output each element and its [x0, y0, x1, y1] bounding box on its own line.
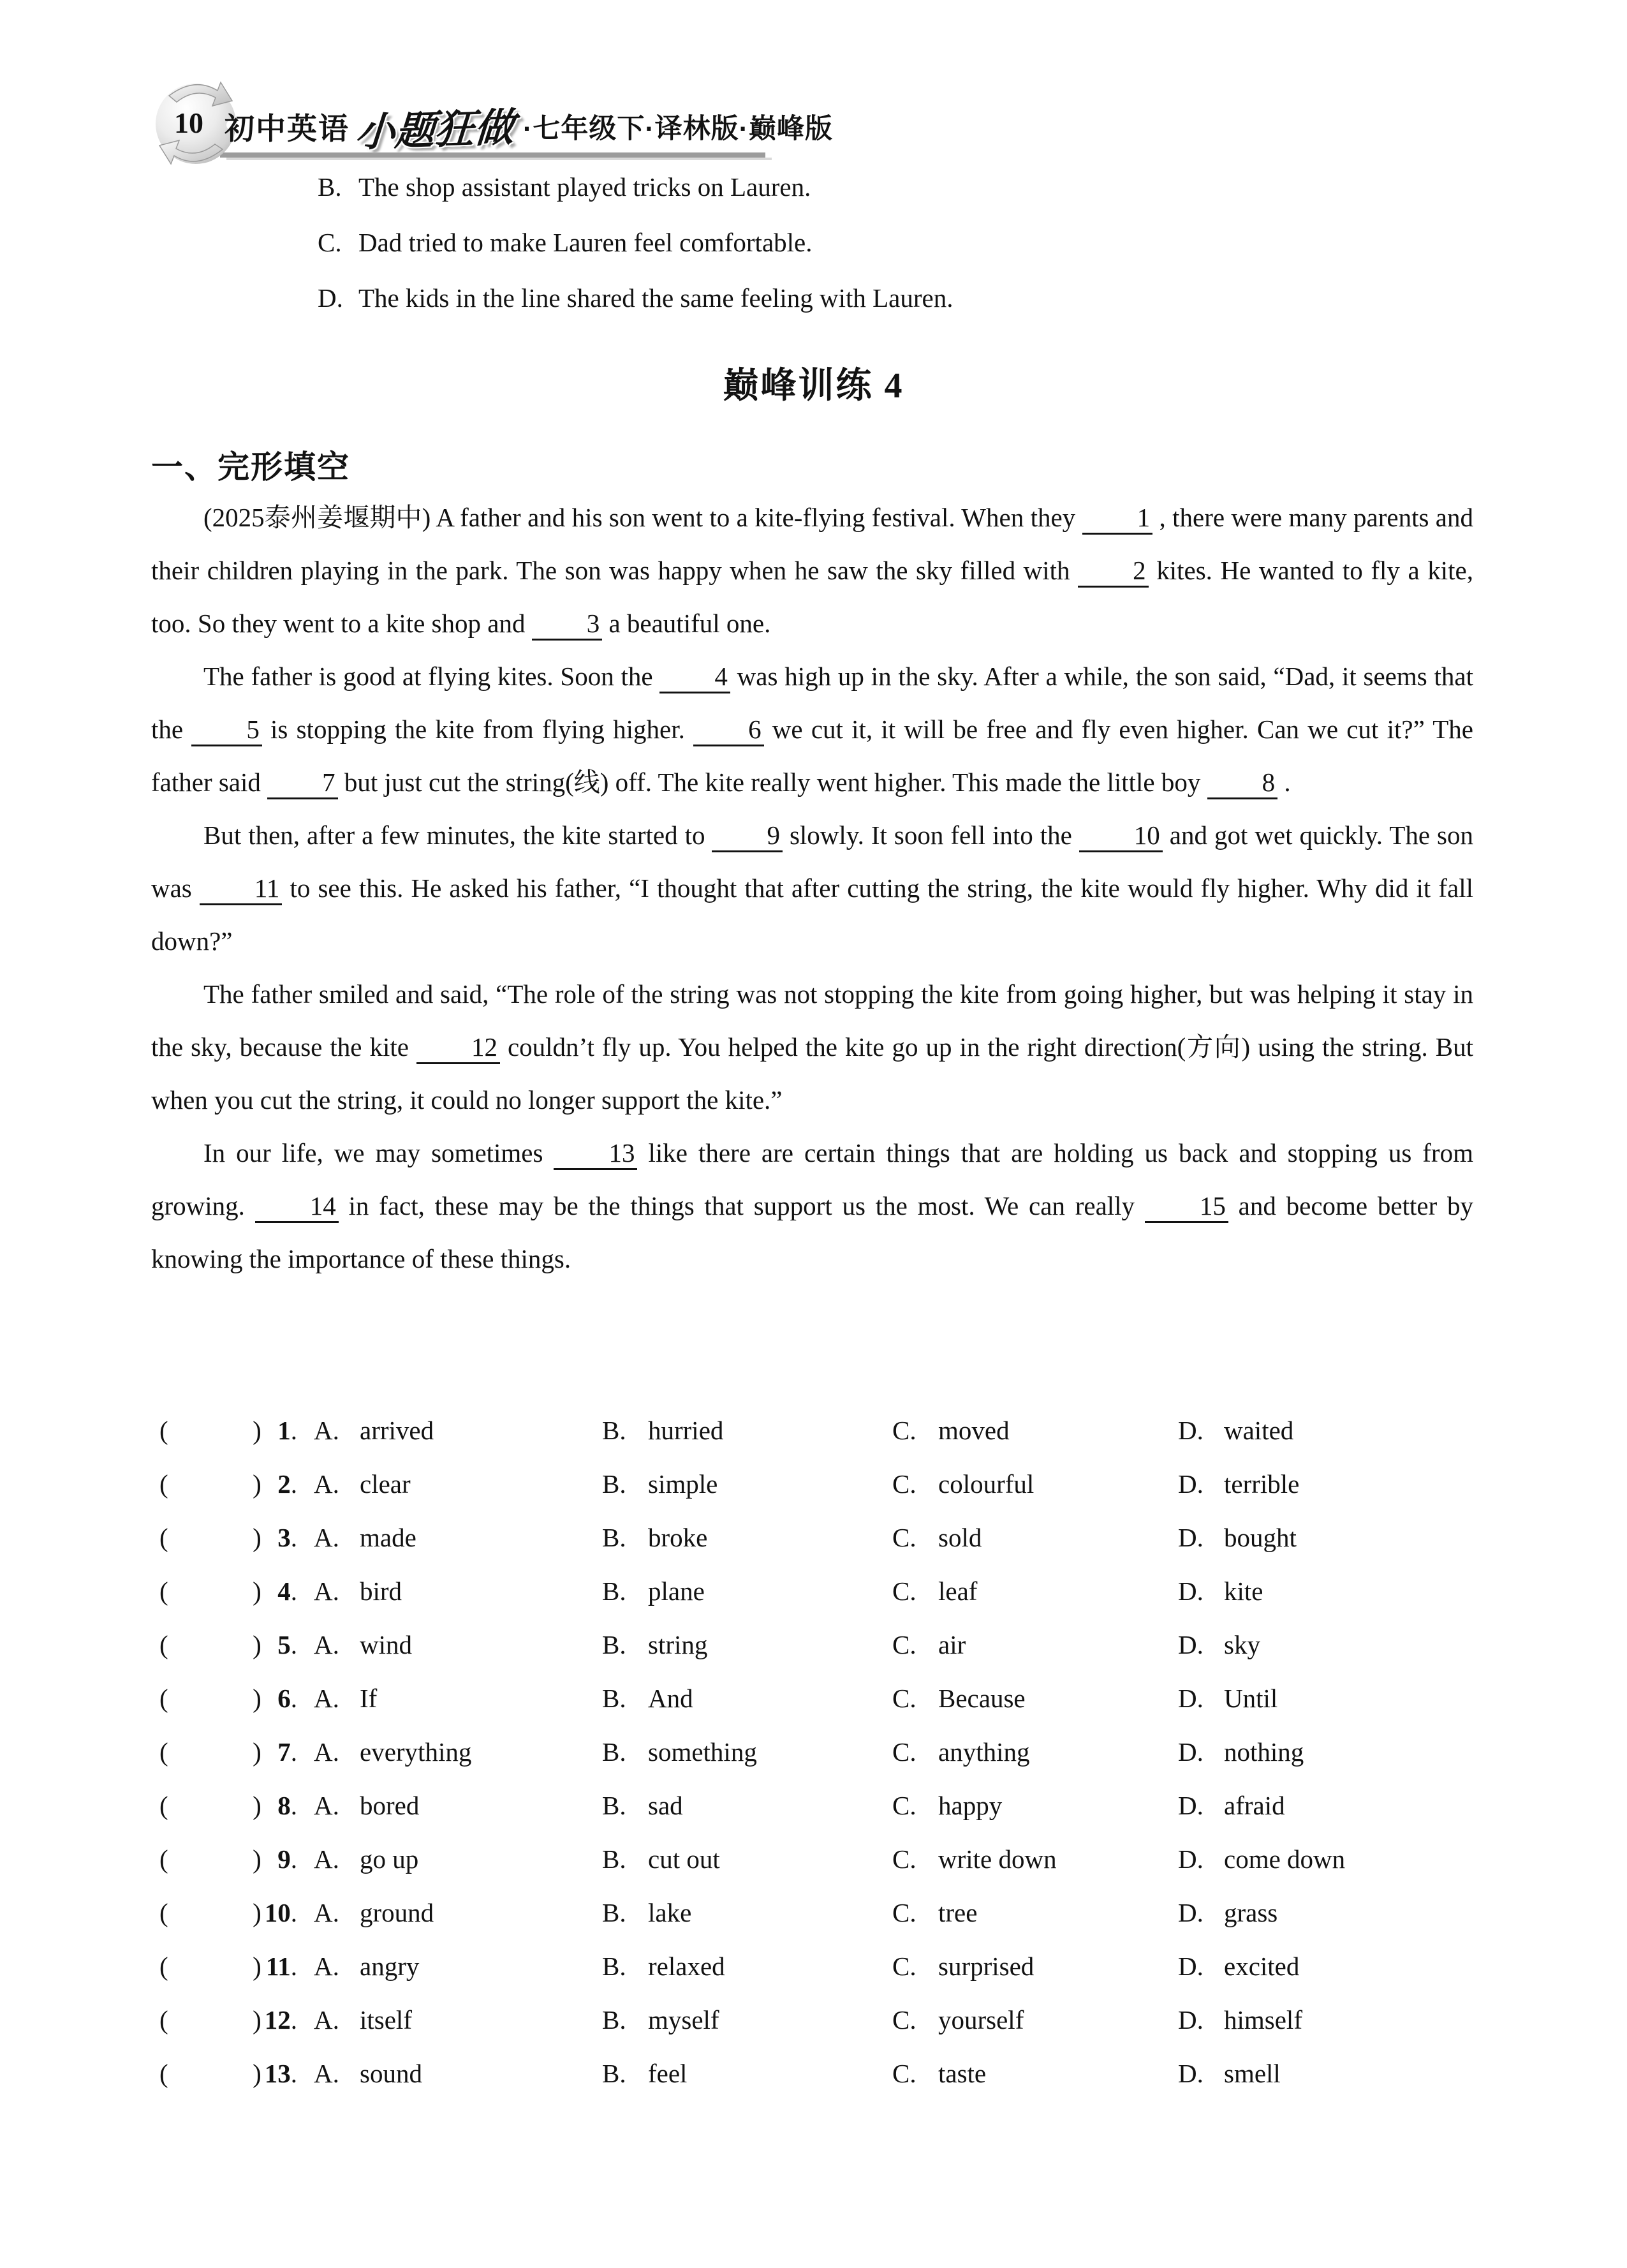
answer-paren-open: ( [159, 1684, 168, 1713]
option-letter: D. [1178, 2059, 1204, 2088]
option-d-cell [1178, 2047, 1588, 2100]
cloze-blank-7: 7 [267, 769, 338, 799]
option-text: everything [360, 1737, 472, 1767]
option-letter: D. [1178, 1737, 1204, 1767]
option-b-cell [602, 1618, 892, 1671]
question-number: 3 [277, 1523, 291, 1552]
option-a-cell [314, 1671, 602, 1725]
option-text: waited [1224, 1416, 1294, 1445]
option-letter: A. [314, 1469, 339, 1499]
option-letter: A. [314, 1576, 339, 1606]
answer-paren-close: ) [253, 1684, 261, 1713]
option-text: ground [360, 1898, 434, 1927]
option-c-cell [892, 1618, 1178, 1671]
passage-paragraph: In our life, we may sometimes 13 like there are certain things that are holding us back and stopping us from growing. 14 in fact, these may be the things that support us the most. We can really 15 and become better by knowing the importance of these things. [151, 1138, 1474, 1273]
option-d-cell [1178, 1457, 1588, 1511]
page-number: 10 [174, 107, 203, 139]
option-letter: D. [1178, 1898, 1204, 1927]
option-letter: B. [602, 1630, 626, 1659]
cloze-blank-4: 4 [659, 663, 730, 693]
cloze-blank-8: 8 [1207, 769, 1278, 799]
option-text: itself [360, 2005, 412, 2035]
option-text: Until [1224, 1684, 1278, 1713]
option-d-cell [1178, 1939, 1588, 1993]
option-letter: D. [1178, 1952, 1204, 1981]
option-a-cell [314, 1511, 602, 1564]
answer-paren-open: ( [159, 1898, 168, 1927]
option-text: something [648, 1737, 757, 1767]
question-number-box: ) 9. [185, 1832, 314, 1886]
passage-paragraph: (2025泰州姜堰期中) A father and his son went to a kite-flying festival. When they 1 , there were many parents and their children playing in the park. The son was happy when he saw the sky filled with 2 kites. He wanted to fly a kite, too. So they went to a kite shop and 3 a beautiful one. [151, 491, 1473, 650]
answer-paren-close: ) [253, 1844, 261, 1874]
question-number: 5 [277, 1630, 291, 1659]
option-letter: B. [602, 1416, 626, 1445]
option-text: smell [1224, 2059, 1281, 2088]
option-d-cell [1178, 1618, 1588, 1671]
option-text: happy [938, 1791, 1003, 1820]
question-number: 13 [264, 2059, 291, 2088]
answer-paren-open: ( [159, 1791, 168, 1820]
question-row-5 [159, 1618, 1588, 1671]
option-letter: A. [314, 2005, 339, 2035]
answer-paren-close: ) [253, 1630, 261, 1659]
option-text: himself [1224, 2005, 1302, 2035]
question-number-box: ) 6. [185, 1671, 314, 1725]
option-b-cell [602, 2047, 892, 2100]
option-letter: B. [602, 2059, 626, 2088]
option-a-cell [314, 1457, 602, 1511]
option-letter: D. [1178, 1576, 1204, 1606]
option-letter: A. [314, 1630, 339, 1659]
option-text: sold [938, 1523, 982, 1552]
cloze-passage [151, 491, 1473, 1286]
question-number: 1 [277, 1416, 291, 1445]
cloze-blank-11: 11 [200, 875, 282, 905]
option-letter: D. [1178, 1630, 1204, 1659]
passage-paragraph: But then, after a few minutes, the kite started to 9 slowly. It soon fell into the 10 and got wet quickly. The son was 11 to see this. He asked his father, “I thought that after cutting the string, the kite would fly higher. Why did it fall down?” [151, 820, 1474, 956]
option-letter: D. [1178, 1469, 1204, 1499]
option-d-cell [1178, 1832, 1588, 1886]
answer-paren-open: ( [159, 1469, 168, 1499]
option-letter: D. [1178, 1684, 1204, 1713]
option-d-cell [1178, 1564, 1588, 1618]
answer-paren-open: ( [159, 2059, 168, 2088]
option-text: sound [360, 2059, 422, 2088]
answer-paren-open: ( [159, 1576, 168, 1606]
answer-paren-close: ) [253, 2059, 261, 2088]
option-c-cell [892, 1832, 1178, 1886]
question-row-13 [159, 2047, 1588, 2100]
option-letter: C. [892, 1952, 917, 1981]
edition-info: ·七年级下·译林版·巅峰版 [523, 113, 833, 144]
option-text: sky [1224, 1630, 1260, 1659]
question-row-12 [159, 1993, 1588, 2047]
option-letter: B. [602, 1898, 626, 1927]
option-text: leaf [938, 1576, 978, 1606]
option-letter: A. [314, 2059, 339, 2088]
cloze-blank-10: 10 [1079, 822, 1163, 852]
cloze-blank-14: 14 [255, 1192, 339, 1223]
option-text: plane [648, 1576, 705, 1606]
answer-paren-close: ) [253, 2005, 261, 2035]
question-number-box: ) 2. [185, 1457, 314, 1511]
cloze-blank-15: 15 [1145, 1192, 1228, 1223]
answer-paren-close: ) [253, 1416, 261, 1445]
option-letter: B. [602, 2005, 626, 2035]
question-number: 7 [277, 1737, 291, 1767]
previous-question-options [318, 159, 953, 326]
option-c-cell [892, 1725, 1178, 1779]
option-text: wind [360, 1630, 412, 1659]
passage-paragraph: The father is good at flying kites. Soon the 4 was high up in the sky. After a while, the son said, “Dad, it seems that the 5 is stopping the kite from flying higher. 6 we cut it, it will be free and fly even higher. Can we cut it?” The father said 7 but just cut the string(线) off. The kite really went higher. This made the little boy 8 . [151, 650, 1473, 809]
answer-paren-close: ) [253, 1576, 261, 1606]
option-text: afraid [1224, 1791, 1285, 1820]
part-heading: 一、完形填空 [151, 449, 350, 485]
option-d-cell [1178, 1725, 1588, 1779]
statement-option-row [318, 271, 953, 326]
option-a-cell [314, 1564, 602, 1618]
option-b-cell [602, 1404, 892, 1457]
option-letter: D. [1178, 2005, 1204, 2035]
option-c-cell [892, 1886, 1178, 1939]
cloze-blank-3: 3 [532, 610, 603, 641]
option-d-cell [1178, 1511, 1588, 1564]
option-b-cell [602, 1725, 892, 1779]
option-text: simple [648, 1469, 718, 1499]
cloze-blank-9: 9 [712, 822, 783, 852]
option-letter: D. [1178, 1416, 1204, 1445]
option-c-cell [892, 1404, 1178, 1457]
series-title: 初中英语 [225, 111, 350, 145]
option-text: myself [648, 2005, 719, 2035]
option-b-cell [602, 1939, 892, 1993]
option-text: grass [1224, 1898, 1278, 1927]
option-letter: C. [892, 2059, 917, 2088]
option-letter: D. [1178, 1844, 1204, 1874]
answer-paren-open: ( [159, 1737, 168, 1767]
question-row-3 [159, 1511, 1588, 1564]
question-number-box: ) 13. [185, 2047, 314, 2100]
option-b-cell [602, 1832, 892, 1886]
question-number: 6 [277, 1684, 291, 1713]
option-text: If [360, 1684, 378, 1713]
option-letter: C. [892, 1469, 917, 1499]
option-b-cell [602, 1993, 892, 2047]
question-number: 11 [266, 1952, 291, 1981]
option-c-cell [892, 1511, 1178, 1564]
question-number: 4 [277, 1576, 291, 1606]
option-a-cell [314, 1725, 602, 1779]
option-text: Because [938, 1684, 1026, 1713]
option-text: clear [360, 1469, 411, 1499]
option-text: go up [360, 1844, 419, 1874]
option-a-cell [314, 1939, 602, 1993]
option-text: bird [360, 1576, 402, 1606]
option-text: made [360, 1523, 416, 1552]
cloze-blank-12: 12 [416, 1034, 500, 1064]
option-a-cell [314, 1779, 602, 1832]
question-number-box: ) 7. [185, 1725, 314, 1779]
option-b-cell [602, 1457, 892, 1511]
option-letter: A. [314, 1737, 339, 1767]
option-text: bought [1224, 1523, 1297, 1552]
answer-paren-open: ( [159, 1952, 168, 1981]
option-letter: D. [1178, 1523, 1204, 1552]
option-letter: B. [602, 1469, 626, 1499]
option-letter: B. [602, 1952, 626, 1981]
cloze-blank-5: 5 [191, 716, 262, 746]
option-letter: B. [602, 1523, 626, 1552]
cloze-blank-2: 2 [1078, 557, 1149, 588]
option-a-cell [314, 1993, 602, 2047]
question-row-7 [159, 1725, 1588, 1779]
option-letter: A. [314, 1791, 339, 1820]
option-b-cell [602, 1886, 892, 1939]
question-number-box: ) 11. [185, 1939, 314, 1993]
question-number: 8 [277, 1791, 291, 1820]
option-d-cell [1178, 1886, 1588, 1939]
question-number-box: ) 8. [185, 1779, 314, 1832]
option-text: bored [360, 1791, 420, 1820]
option-c-cell [892, 1457, 1178, 1511]
question-number-box: ) 1. [185, 1404, 314, 1457]
question-number-box: ) 12. [185, 1993, 314, 2047]
option-letter: C. [892, 1523, 917, 1552]
brand-logo: 小题狂做 [353, 105, 516, 155]
option-letter: C. [892, 1737, 917, 1767]
question-number-box: ) 5. [185, 1618, 314, 1671]
option-text: arrived [360, 1416, 434, 1445]
answer-paren-close: ) [253, 1791, 261, 1820]
option-letter: B. [602, 1844, 626, 1874]
option-text: colourful [938, 1469, 1034, 1499]
option-letter: A. [314, 1416, 339, 1445]
question-number-box: ) 4. [185, 1564, 314, 1618]
cloze-blank-1: 1 [1082, 504, 1153, 535]
option-c-cell [892, 1671, 1178, 1725]
option-letter: A. [314, 1898, 339, 1927]
option-letter: C. [892, 1684, 917, 1713]
statement-option-text: Dad tried to make Lauren feel comfortable. [358, 228, 813, 257]
option-text: excited [1224, 1952, 1300, 1981]
option-text: surprised [938, 1952, 1034, 1981]
option-a-cell [314, 2047, 602, 2100]
question-number: 9 [277, 1844, 291, 1874]
answer-paren-open: ( [159, 2005, 168, 2035]
section-title: 巅峰训练 4 [723, 366, 904, 406]
question-row-9 [159, 1832, 1588, 1886]
option-letter: D. [1178, 1791, 1204, 1820]
answer-paren-close: ) [253, 1952, 261, 1981]
option-letter: C. [892, 1898, 917, 1927]
option-text: And [648, 1684, 693, 1713]
option-text: sad [648, 1791, 683, 1820]
answer-paren-close: ) [253, 1523, 261, 1552]
option-text: come down [1224, 1844, 1346, 1874]
question-row-8 [159, 1779, 1588, 1832]
option-d-cell [1178, 1404, 1588, 1457]
option-c-cell [892, 2047, 1178, 2100]
option-b-cell [602, 1511, 892, 1564]
question-row-2 [159, 1457, 1588, 1511]
option-c-cell [892, 1564, 1178, 1618]
statement-option-letter: B. [318, 172, 342, 202]
option-letter: B. [602, 1737, 626, 1767]
option-c-cell [892, 1993, 1178, 2047]
option-letter: A. [314, 1684, 339, 1713]
option-text: lake [648, 1898, 692, 1927]
option-text: relaxed [648, 1952, 725, 1981]
answer-paren-close: ) [253, 1898, 261, 1927]
question-row-4 [159, 1564, 1588, 1618]
option-letter: B. [602, 1791, 626, 1820]
option-text: angry [360, 1952, 420, 1981]
exam-source-tag: (2025泰州姜堰期中) [203, 503, 431, 532]
option-text: feel [648, 2059, 688, 2088]
option-letter: A. [314, 1952, 339, 1981]
answer-paren-close: ) [253, 1737, 261, 1767]
statement-option-letter: C. [318, 228, 342, 257]
option-c-cell [892, 1939, 1178, 1993]
question-number: 12 [264, 2005, 291, 2035]
option-c-cell [892, 1779, 1178, 1832]
question-row-6 [159, 1671, 1588, 1725]
answer-paren-close: ) [253, 1469, 261, 1499]
cloze-blank-6: 6 [693, 716, 764, 746]
option-b-cell [602, 1779, 892, 1832]
option-d-cell [1178, 1779, 1588, 1832]
option-letter: C. [892, 1576, 917, 1606]
question-number-box: ) 10. [185, 1886, 314, 1939]
option-text: cut out [648, 1844, 720, 1874]
option-letter: A. [314, 1844, 339, 1874]
option-text: terrible [1224, 1469, 1300, 1499]
option-a-cell [314, 1618, 602, 1671]
statement-option-row [318, 215, 953, 271]
option-letter: A. [314, 1523, 339, 1552]
option-letter: C. [892, 1630, 917, 1659]
option-letter: B. [602, 1576, 626, 1606]
statement-option-text: The shop assistant played tricks on Lauren. [358, 172, 811, 202]
question-row-10 [159, 1886, 1588, 1939]
question-number: 10 [264, 1898, 291, 1927]
answer-paren-open: ( [159, 1844, 168, 1874]
option-text: taste [938, 2059, 987, 2088]
answer-paren-open: ( [159, 1630, 168, 1659]
option-text: anything [938, 1737, 1030, 1767]
statement-option-letter: D. [318, 283, 343, 313]
option-letter: C. [892, 1844, 917, 1874]
passage-paragraph: The father smiled and said, “The role of the string was not stopping the kite from going higher, but was helping it stay in the sky, because the kite 12 couldn’t fly up. You helped the kite go up in the right direction(方向) using the string. But when you cut the string, it could no longer support the kite.” [151, 979, 1473, 1115]
questions-grid [159, 1404, 1588, 2100]
option-text: nothing [1224, 1737, 1304, 1767]
option-text: broke [648, 1523, 708, 1552]
question-number: 2 [277, 1469, 291, 1499]
option-b-cell [602, 1564, 892, 1618]
option-letter: C. [892, 1416, 917, 1445]
page-header [225, 94, 833, 158]
option-a-cell [314, 1886, 602, 1939]
statement-option-row [318, 159, 953, 215]
question-row-1 [159, 1404, 1588, 1457]
option-text: string [648, 1630, 708, 1659]
cloze-blank-13: 13 [554, 1139, 637, 1170]
option-text: air [938, 1630, 966, 1659]
answer-paren-open: ( [159, 1523, 168, 1552]
option-a-cell [314, 1832, 602, 1886]
option-text: hurried [648, 1416, 724, 1445]
option-d-cell [1178, 1993, 1588, 2047]
option-d-cell [1178, 1671, 1588, 1725]
option-text: write down [938, 1844, 1057, 1874]
option-text: kite [1224, 1576, 1263, 1606]
statement-option-text: The kids in the line shared the same feeling with Lauren. [358, 283, 953, 313]
option-letter: B. [602, 1684, 626, 1713]
option-b-cell [602, 1671, 892, 1725]
option-text: yourself [938, 2005, 1024, 2035]
question-number-box: ) 3. [185, 1511, 314, 1564]
option-letter: C. [892, 1791, 917, 1820]
question-row-11 [159, 1939, 1588, 1993]
option-letter: C. [892, 2005, 917, 2035]
answer-paren-open: ( [159, 1416, 168, 1445]
option-text: moved [938, 1416, 1010, 1445]
option-text: tree [938, 1898, 978, 1927]
option-a-cell [314, 1404, 602, 1457]
